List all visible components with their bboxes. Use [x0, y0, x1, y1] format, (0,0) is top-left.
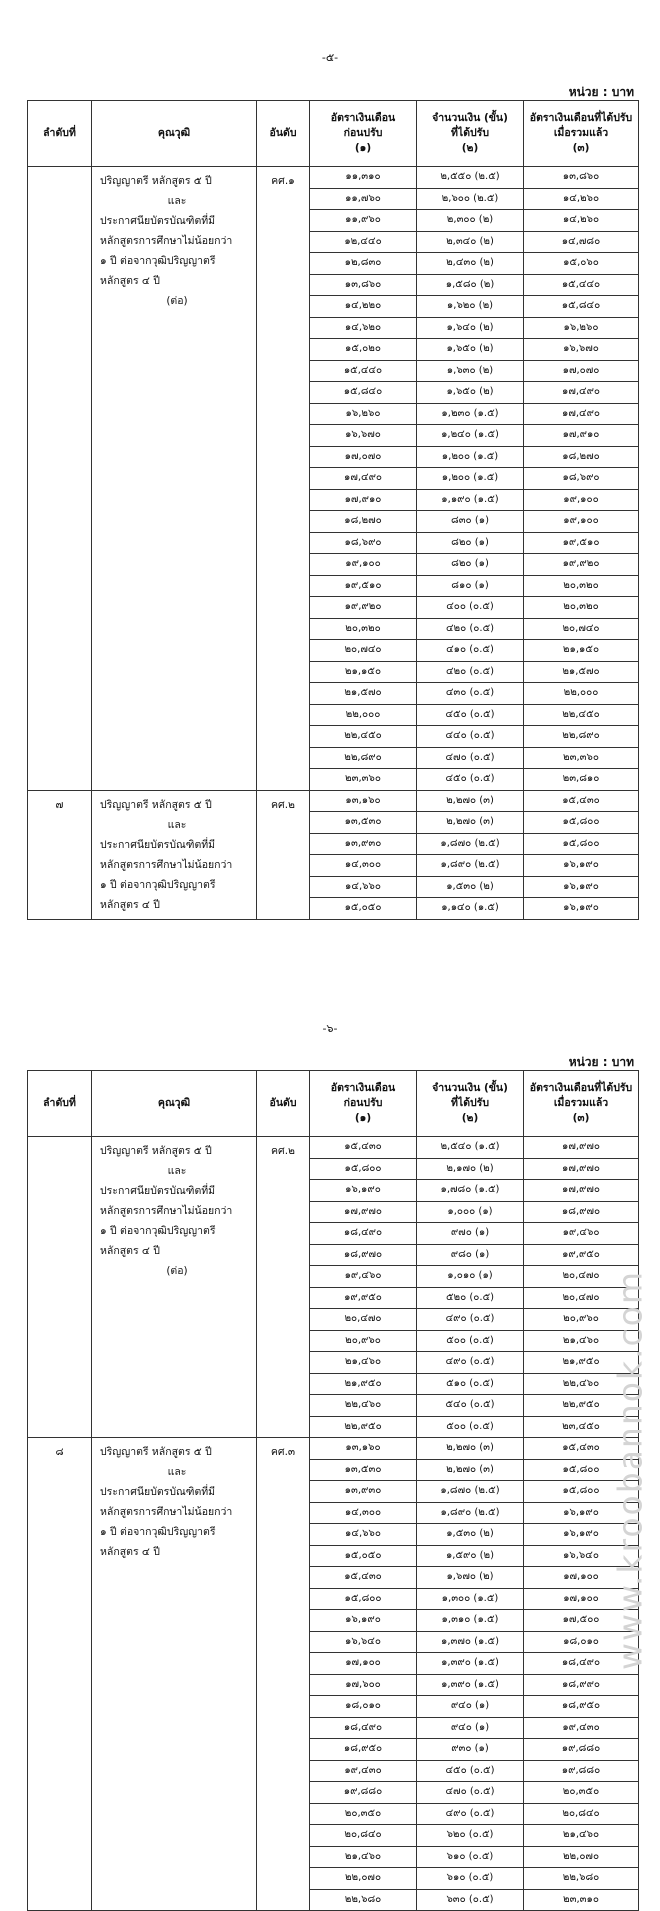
adjust-amount-cell: ๕๑๐ (๐.๕): [417, 1373, 524, 1395]
salary-after-cell: ๒๒,๐๗๐: [524, 1846, 639, 1868]
salary-after-cell: ๑๔,๒๖๐: [524, 210, 639, 232]
salary-after-cell: ๑๖,๑๙๐: [524, 898, 639, 920]
salary-before-cell: ๑๙,๙๕๐: [310, 1287, 417, 1309]
adjust-amount-cell: ๒,๒๗๐ (๓): [417, 790, 524, 812]
adjust-amount-cell: ๑,๓๙๐ (๑.๕): [417, 1674, 524, 1696]
qualification-cell: [92, 167, 257, 791]
adjust-amount-cell: ๑,๘๗๐ (๒.๕): [417, 833, 524, 855]
header-salary-after: อัตราเงินเดือนที่ได้ปรับ เมื่อรวมแล้ว (๓): [524, 1071, 639, 1137]
salary-after-cell: ๑๗,๙๗๐: [524, 1180, 639, 1202]
adjust-amount-cell: ๑,๓๗๐ (๑.๕): [417, 1631, 524, 1653]
adjust-amount-cell: ๕๒๐ (๐.๕): [417, 1287, 524, 1309]
salary-after-cell: ๒๑,๑๕๐: [524, 640, 639, 662]
adjust-amount-cell: ๔๐๐ (๐.๕): [417, 597, 524, 619]
page-number: -๖-: [322, 1022, 338, 1035]
adjust-amount-cell: ๙๗๐ (๑): [417, 1223, 524, 1245]
salary-after-cell: ๑๙,๑๐๐: [524, 511, 639, 533]
salary-after-cell: ๑๙,๑๐๐: [524, 489, 639, 511]
salary-before-cell: ๑๗,๖๐๐: [310, 1674, 417, 1696]
salary-before-cell: ๒๑,๔๖๐: [310, 1352, 417, 1374]
adjust-amount-cell: ๔๑๐ (๐.๕): [417, 640, 524, 662]
salary-before-cell: ๒๐,๓๕๐: [310, 1803, 417, 1825]
adjust-amount-cell: ๑,๘๗๐ (๒.๕): [417, 1481, 524, 1503]
adjust-amount-cell: ๑,๗๘๐ (๑.๕): [417, 1180, 524, 1202]
salary-before-cell: ๒๐,๗๔๐: [310, 640, 417, 662]
page-number: -๕-: [321, 51, 339, 64]
adjust-amount-cell: ๔๒๐ (๐.๕): [417, 661, 524, 683]
qualification-line: และ: [167, 1165, 187, 1177]
adjust-amount-cell: ๑,๒๓๐ (๑.๕): [417, 403, 524, 425]
section-8-kso3: [28, 1438, 639, 1911]
salary-before-cell: ๑๔,๖๒๐: [310, 317, 417, 339]
header-adjust-amount: จำนวนเงิน (ขั้น) ที่ได้ปรับ (๒): [417, 1071, 524, 1137]
salary-after-cell: ๑๙,๔๓๐: [524, 1717, 639, 1739]
salary-before-cell: ๒๐,๘๔๐: [310, 1825, 417, 1847]
salary-before-cell: ๑๘,๙๗๐: [310, 1244, 417, 1266]
adjust-amount-cell: ๑,๓๑๐ (๑.๕): [417, 1610, 524, 1632]
salary-before-cell: ๒๑,๔๖๐: [310, 1846, 417, 1868]
salary-before-cell: ๑๘,๖๙๐: [310, 532, 417, 554]
salary-after-cell: ๒๓,๓๖๐: [524, 747, 639, 769]
salary-after-cell: ๒๑,๔๖๐: [524, 1825, 639, 1847]
salary-after-cell: ๑๖,๑๙๐: [524, 1524, 639, 1546]
salary-before-cell: ๑๙,๑๐๐: [310, 554, 417, 576]
salary-after-cell: ๒๐,๓๒๐: [524, 597, 639, 619]
qualification-line: (ต่อ): [166, 295, 188, 307]
adjust-amount-cell: ๒,๓๐๐ (๒): [417, 210, 524, 232]
salary-before-cell: ๑๔,๖๖๐: [310, 876, 417, 898]
salary-before-cell: ๑๗,๐๗๐: [310, 446, 417, 468]
salary-after-cell: ๒๐,๙๖๐: [524, 1309, 639, 1331]
salary-before-cell: ๑๑,๓๑๐: [310, 167, 417, 189]
salary-before-cell: ๑๑,๙๖๐: [310, 210, 417, 232]
adjust-amount-cell: ๔๕๐ (๐.๕): [417, 704, 524, 726]
adjust-amount-cell: ๕๐๐ (๐.๕): [417, 1416, 524, 1438]
adjust-amount-cell: ๑,๕๓๐ (๒): [417, 876, 524, 898]
salary-before-cell: ๑๔,๓๐๐: [310, 1502, 417, 1524]
salary-before-cell: ๑๓,๕๓๐: [310, 1459, 417, 1481]
rank-cell: คศ.๒: [257, 790, 310, 919]
salary-after-cell: ๑๕,๔๔๐: [524, 274, 639, 296]
salary-before-cell: ๑๑,๗๖๐: [310, 188, 417, 210]
salary-after-cell: ๑๙,๙๒๐: [524, 554, 639, 576]
rank-cell: คศ.๓: [257, 1438, 310, 1911]
salary-before-cell: ๑๗,๙๑๐: [310, 489, 417, 511]
salary-before-cell: ๑๖,๑๙๐: [310, 1180, 417, 1202]
salary-before-cell: ๒๒,๐๐๐: [310, 704, 417, 726]
section-kso2-cont: [28, 1137, 639, 1438]
salary-before-cell: ๒๑,๙๕๐: [310, 1373, 417, 1395]
salary-before-cell: ๒๐,๙๖๐: [310, 1330, 417, 1352]
salary-before-cell: ๒๒,๔๖๐: [310, 1395, 417, 1417]
salary-after-cell: ๑๗,๐๗๐: [524, 360, 639, 382]
adjust-amount-cell: ๑,๖๒๐ (๒): [417, 296, 524, 318]
qualification-line: หลักสูตรการศึกษาไม่น้อยกว่า: [100, 858, 233, 871]
salary-before-cell: ๑๕,๔๓๐: [310, 1137, 417, 1159]
salary-before-cell: ๑๕,๘๐๐: [310, 1158, 417, 1180]
salary-after-cell: ๑๘,๒๗๐: [524, 446, 639, 468]
salary-after-cell: ๑๘,๖๙๐: [524, 468, 639, 490]
adjust-amount-cell: ๒,๓๔๐ (๒): [417, 231, 524, 253]
salary-before-cell: ๒๒,๘๙๐: [310, 747, 417, 769]
salary-before-cell: ๒๑,๕๗๐: [310, 683, 417, 705]
salary-after-cell: ๑๘,๐๑๐: [524, 1631, 639, 1653]
salary-after-cell: ๒๒,๔๕๐: [524, 704, 639, 726]
header-rank: อันดับ: [257, 1071, 310, 1137]
salary-after-cell: ๒๒,๔๖๐: [524, 1373, 639, 1395]
adjust-amount-cell: ๑,๑๔๐ (๑.๕): [417, 898, 524, 920]
salary-after-cell: ๑๕,๔๓๐: [524, 790, 639, 812]
adjust-amount-cell: ๙๓๐ (๑): [417, 1739, 524, 1761]
salary-before-cell: ๑๓,๘๖๐: [310, 274, 417, 296]
qualification-line: ประกาศนียบัตรบัณฑิตที่มี: [100, 1185, 216, 1197]
qualification-cell: [92, 790, 257, 919]
qualification-line: ปริญญาตรี หลักสูตร ๕ ปี: [100, 1446, 212, 1458]
adjust-amount-cell: ๒,๑๗๐ (๒): [417, 1158, 524, 1180]
salary-after-cell: ๒๑,๕๗๐: [524, 661, 639, 683]
header-adjust-amount: จำนวนเงิน (ขั้น) ที่ได้ปรับ (๒): [417, 101, 524, 167]
qualification-line: ประกาศนียบัตรบัณฑิตที่มี: [100, 215, 216, 227]
salary-before-cell: ๑๘,๐๑๐: [310, 1696, 417, 1718]
adjust-amount-cell: ๑,๕๘๐ (๒): [417, 274, 524, 296]
table-row: [28, 1438, 639, 1460]
adjust-amount-cell: ๑,๑๙๐ (๑.๕): [417, 489, 524, 511]
qualification-line: หลักสูตรการศึกษาไม่น้อยกว่า: [100, 235, 233, 247]
header-salary-before: อัตราเงินเดือน ก่อนปรับ (๑): [310, 1071, 417, 1137]
salary-after-cell: ๑๖,๑๙๐: [524, 1502, 639, 1524]
table-row: [28, 1137, 639, 1159]
adjust-amount-cell: ๑,๒๔๐ (๑.๕): [417, 425, 524, 447]
adjust-amount-cell: ๔๓๐ (๐.๕): [417, 683, 524, 705]
salary-after-cell: ๒๓,๔๕๐: [524, 1416, 639, 1438]
qualification-cell: [92, 1438, 257, 1911]
adjust-amount-cell: ๔๕๐ (๐.๕): [417, 769, 524, 791]
adjust-amount-cell: ๘๒๐ (๑): [417, 532, 524, 554]
watermark: www.kroobannok.com: [610, 1269, 650, 1671]
adjust-amount-cell: ๑,๘๙๐ (๒.๕): [417, 1502, 524, 1524]
salary-after-cell: ๑๕,๘๔๐: [524, 296, 639, 318]
salary-after-cell: ๒๐,๔๗๐: [524, 1287, 639, 1309]
salary-after-cell: ๒๒,๘๙๐: [524, 726, 639, 748]
qualification-line: ปริญญาตรี หลักสูตร ๕ ปี: [100, 1145, 212, 1157]
adjust-amount-cell: ๔๗๐ (๐.๕): [417, 1782, 524, 1804]
seq-cell: ๘: [28, 1438, 92, 1911]
salary-after-cell: ๑๕,๘๐๐: [524, 833, 639, 855]
header-qualification: คุณวุฒิ: [92, 1071, 257, 1137]
header-salary-before: อัตราเงินเดือน ก่อนปรับ (๑): [310, 101, 417, 167]
qualification-line: ๑ ปี ต่อจากวุฒิปริญญาตรี: [100, 1225, 216, 1237]
salary-after-cell: ๑๗,๙๑๐: [524, 425, 639, 447]
salary-after-cell: ๒๓,๘๑๐: [524, 769, 639, 791]
salary-after-cell: ๒๓,๓๑๐: [524, 1889, 639, 1911]
rank-cell: คศ.๑: [257, 167, 310, 791]
adjust-amount-cell: ๔๒๐ (๐.๕): [417, 618, 524, 640]
adjust-amount-cell: ๔๙๐ (๐.๕): [417, 1352, 524, 1374]
salary-after-cell: ๑๙,๔๖๐: [524, 1223, 639, 1245]
adjust-amount-cell: ๑,๐๐๐ (๑): [417, 1201, 524, 1223]
adjust-amount-cell: ๖๓๐ (๐.๕): [417, 1889, 524, 1911]
adjust-amount-cell: ๑,๐๑๐ (๑): [417, 1266, 524, 1288]
salary-after-cell: ๑๗,๙๗๐: [524, 1158, 639, 1180]
salary-before-cell: ๑๘,๔๙๐: [310, 1223, 417, 1245]
seq-cell: [28, 1137, 92, 1438]
unit-label: หน่วย : บาท: [568, 1055, 634, 1069]
adjust-amount-cell: ๑,๒๐๐ (๑.๕): [417, 468, 524, 490]
salary-before-cell: ๑๔,๒๒๐: [310, 296, 417, 318]
adjust-amount-cell: ๙๔๐ (๑): [417, 1717, 524, 1739]
adjust-amount-cell: ๒,๒๗๐ (๓): [417, 1459, 524, 1481]
qualification-line: ปริญญาตรี หลักสูตร ๕ ปี: [100, 175, 212, 187]
salary-before-cell: ๑๘,๔๙๐: [310, 1717, 417, 1739]
adjust-amount-cell: ๑,๓๐๐ (๑.๕): [417, 1588, 524, 1610]
adjust-amount-cell: ๖๒๐ (๐.๕): [417, 1825, 524, 1847]
qualification-line: หลักสูตร ๔ ปี: [100, 1546, 160, 1558]
qualification-line: หลักสูตร ๔ ปี: [100, 275, 160, 287]
qualification-line: ปริญญาตรี หลักสูตร ๕ ปี: [100, 798, 212, 811]
salary-after-cell: ๒๐,๓๒๐: [524, 575, 639, 597]
adjust-amount-cell: ๔๙๐ (๐.๕): [417, 1309, 524, 1331]
salary-after-cell: ๑๕,๘๐๐: [524, 812, 639, 834]
qualification-line: และ: [167, 195, 187, 207]
header-salary-after: อัตราเงินเดือนที่ได้ปรับ เมื่อรวมแล้ว (๓): [524, 101, 639, 167]
qualification-line: ๑ ปี ต่อจากวุฒิปริญญาตรี: [100, 1526, 216, 1538]
salary-before-cell: ๑๔,๓๐๐: [310, 855, 417, 877]
salary-after-cell: ๑๖,๑๙๐: [524, 876, 639, 898]
table-row: [28, 167, 639, 189]
seq-cell: ๗: [28, 790, 92, 919]
salary-after-cell: ๒๐,๘๔๐: [524, 1803, 639, 1825]
adjust-amount-cell: ๕๔๐ (๐.๕): [417, 1395, 524, 1417]
salary-after-cell: ๑๕,๔๓๐: [524, 1438, 639, 1460]
salary-before-cell: ๑๕,๔๔๐: [310, 360, 417, 382]
salary-before-cell: ๑๓,๑๖๐: [310, 1438, 417, 1460]
salary-before-cell: ๒๐,๔๗๐: [310, 1309, 417, 1331]
salary-after-cell: ๑๙,๙๕๐: [524, 1244, 639, 1266]
salary-after-cell: ๑๔,๗๘๐: [524, 231, 639, 253]
salary-before-cell: ๑๘,๙๕๐: [310, 1739, 417, 1761]
salary-after-cell: ๒๒,๐๐๐: [524, 683, 639, 705]
salary-after-cell: ๒๒,๙๕๐: [524, 1395, 639, 1417]
adjust-amount-cell: ๑,๖๕๐ (๒): [417, 382, 524, 404]
adjust-amount-cell: ๘๑๐ (๑): [417, 575, 524, 597]
salary-after-cell: ๑๗,๑๐๐: [524, 1567, 639, 1589]
salary-after-cell: ๑๗,๙๗๐: [524, 1137, 639, 1159]
salary-before-cell: ๑๖,๖๔๐: [310, 1631, 417, 1653]
salary-after-cell: ๒๐,๗๔๐: [524, 618, 639, 640]
salary-before-cell: ๒๒,๐๗๐: [310, 1868, 417, 1890]
qualification-line: หลักสูตรการศึกษาไม่น้อยกว่า: [100, 1205, 233, 1217]
salary-before-cell: ๑๓,๕๓๐: [310, 812, 417, 834]
salary-before-cell: ๒๒,๖๘๐: [310, 1889, 417, 1911]
salary-before-cell: ๑๕,๐๒๐: [310, 339, 417, 361]
header-seq: ลำดับที่: [28, 101, 92, 167]
adjust-amount-cell: ๕๐๐ (๐.๕): [417, 1330, 524, 1352]
salary-before-cell: ๑๘,๒๗๐: [310, 511, 417, 533]
salary-before-cell: ๑๙,๘๘๐: [310, 1782, 417, 1804]
salary-after-cell: ๑๗,๕๐๐: [524, 1610, 639, 1632]
adjust-amount-cell: ๒,๔๓๐ (๒): [417, 253, 524, 275]
adjust-amount-cell: ๔๔๐ (๐.๕): [417, 726, 524, 748]
salary-before-cell: ๒๑,๑๕๐: [310, 661, 417, 683]
seq-cell: [28, 167, 92, 791]
table-row: [28, 790, 639, 812]
salary-after-cell: ๑๙,๘๘๐: [524, 1739, 639, 1761]
salary-after-cell: ๑๕,๐๖๐: [524, 253, 639, 275]
salary-after-cell: ๑๗,๔๙๐: [524, 403, 639, 425]
salary-before-cell: ๑๕,๘๐๐: [310, 1588, 417, 1610]
header-seq: ลำดับที่: [28, 1071, 92, 1137]
salary-before-cell: ๑๓,๑๖๐: [310, 790, 417, 812]
salary-table: [27, 1070, 639, 1911]
adjust-amount-cell: ๔๙๐ (๐.๕): [417, 1803, 524, 1825]
salary-after-cell: ๒๐,๔๗๐: [524, 1266, 639, 1288]
salary-before-cell: ๑๖,๒๖๐: [310, 403, 417, 425]
salary-before-cell: ๑๒,๘๓๐: [310, 253, 417, 275]
adjust-amount-cell: ๑,๖๔๐ (๒): [417, 317, 524, 339]
adjust-amount-cell: ๒,๒๗๐ (๓): [417, 1438, 524, 1460]
adjust-amount-cell: ๑,๖๓๐ (๒): [417, 360, 524, 382]
salary-before-cell: ๑๒,๔๔๐: [310, 231, 417, 253]
qualification-line: ๑ ปี ต่อจากวุฒิปริญญาตรี: [100, 255, 216, 267]
salary-before-cell: ๑๔,๖๖๐: [310, 1524, 417, 1546]
adjust-amount-cell: ๘๒๐ (๑): [417, 554, 524, 576]
salary-after-cell: ๒๐,๓๕๐: [524, 1782, 639, 1804]
rank-cell: คศ.๒: [257, 1137, 310, 1438]
adjust-amount-cell: ๙๔๐ (๑): [417, 1696, 524, 1718]
salary-before-cell: ๒๓,๓๖๐: [310, 769, 417, 791]
adjust-amount-cell: ๘๓๐ (๑): [417, 511, 524, 533]
salary-after-cell: ๑๖,๖๔๐: [524, 1545, 639, 1567]
salary-before-cell: ๑๙,๕๑๐: [310, 575, 417, 597]
salary-before-cell: ๑๕,๔๓๐: [310, 1567, 417, 1589]
salary-after-cell: ๒๒,๖๘๐: [524, 1868, 639, 1890]
header-rank: อันดับ: [257, 101, 310, 167]
adjust-amount-cell: ๔๗๐ (๐.๕): [417, 747, 524, 769]
adjust-amount-cell: ๖๑๐ (๐.๕): [417, 1846, 524, 1868]
adjust-amount-cell: ๙๘๐ (๑): [417, 1244, 524, 1266]
salary-before-cell: ๒๒,๙๕๐: [310, 1416, 417, 1438]
adjust-amount-cell: ๑,๕๓๐ (๒): [417, 1524, 524, 1546]
adjust-amount-cell: ๔๕๐ (๐.๕): [417, 1760, 524, 1782]
qualification-line: หลักสูตร ๔ ปี: [100, 1245, 160, 1257]
adjust-amount-cell: ๒,๖๐๐ (๒.๕): [417, 188, 524, 210]
qualification-line: ประกาศนียบัตรบัณฑิตที่มี: [100, 1486, 216, 1498]
qualification-line: ประกาศนียบัตรบัณฑิตที่มี: [100, 838, 216, 851]
adjust-amount-cell: ๖๑๐ (๐.๕): [417, 1868, 524, 1890]
qualification-line: และ: [167, 818, 187, 831]
salary-after-cell: ๑๕,๘๐๐: [524, 1459, 639, 1481]
adjust-amount-cell: ๒,๕๔๐ (๑.๕): [417, 1137, 524, 1159]
adjust-amount-cell: ๑,๕๙๐ (๒): [417, 1545, 524, 1567]
salary-after-cell: ๑๘,๙๙๐: [524, 1674, 639, 1696]
salary-after-cell: ๑๖,๖๗๐: [524, 339, 639, 361]
section-kso1: [28, 167, 639, 791]
salary-before-cell: ๑๗,๙๗๐: [310, 1201, 417, 1223]
salary-before-cell: ๑๓,๙๓๐: [310, 833, 417, 855]
salary-after-cell: ๑๙,๘๘๐: [524, 1760, 639, 1782]
salary-before-cell: ๒๐,๓๒๐: [310, 618, 417, 640]
salary-after-cell: ๑๗,๔๙๐: [524, 382, 639, 404]
salary-before-cell: ๑๖,๖๗๐: [310, 425, 417, 447]
salary-after-cell: ๑๘,๔๙๐: [524, 1653, 639, 1675]
salary-after-cell: ๑๖,๑๙๐: [524, 855, 639, 877]
salary-before-cell: ๑๙,๔๓๐: [310, 1760, 417, 1782]
section-7-kso2: [28, 790, 639, 919]
salary-after-cell: ๑๘,๙๕๐: [524, 1696, 639, 1718]
unit-label: หน่วย : บาท: [568, 85, 634, 99]
adjust-amount-cell: ๑,๘๙๐ (๒.๕): [417, 855, 524, 877]
salary-after-cell: ๑๘,๙๗๐: [524, 1201, 639, 1223]
salary-before-cell: ๑๕,๘๔๐: [310, 382, 417, 404]
adjust-amount-cell: ๑,๒๐๐ (๑.๕): [417, 446, 524, 468]
salary-before-cell: ๑๕,๐๕๐: [310, 1545, 417, 1567]
salary-table: [27, 100, 639, 920]
salary-before-cell: ๑๓,๙๓๐: [310, 1481, 417, 1503]
salary-after-cell: ๒๑,๔๖๐: [524, 1330, 639, 1352]
qualification-cell: [92, 1137, 257, 1438]
salary-before-cell: ๑๗,๑๐๐: [310, 1653, 417, 1675]
adjust-amount-cell: ๑,๖๗๐ (๒): [417, 1567, 524, 1589]
salary-after-cell: ๑๔,๒๖๐: [524, 188, 639, 210]
salary-before-cell: ๑๙,๔๖๐: [310, 1266, 417, 1288]
adjust-amount-cell: ๒,๕๕๐ (๒.๕): [417, 167, 524, 189]
salary-after-cell: ๑๓,๘๖๐: [524, 167, 639, 189]
adjust-amount-cell: ๒,๒๗๐ (๓): [417, 812, 524, 834]
qualification-line: ๑ ปี ต่อจากวุฒิปริญญาตรี: [100, 878, 216, 891]
qualification-line: หลักสูตรการศึกษาไม่น้อยกว่า: [100, 1506, 233, 1518]
qualification-line: หลักสูตร ๔ ปี: [100, 898, 160, 911]
header-qualification: คุณวุฒิ: [92, 101, 257, 167]
adjust-amount-cell: ๑,๓๙๐ (๑.๕): [417, 1653, 524, 1675]
adjust-amount-cell: ๑,๖๕๐ (๒): [417, 339, 524, 361]
salary-after-cell: ๑๖,๒๖๐: [524, 317, 639, 339]
salary-before-cell: ๒๒,๔๕๐: [310, 726, 417, 748]
salary-before-cell: ๑๖,๑๙๐: [310, 1610, 417, 1632]
salary-before-cell: ๑๕,๐๕๐: [310, 898, 417, 920]
salary-after-cell: ๑๗,๑๐๐: [524, 1588, 639, 1610]
salary-before-cell: ๑๗,๔๙๐: [310, 468, 417, 490]
qualification-line: และ: [167, 1466, 187, 1478]
salary-after-cell: ๒๑,๙๕๐: [524, 1352, 639, 1374]
salary-before-cell: ๑๙,๙๒๐: [310, 597, 417, 619]
qualification-line: (ต่อ): [166, 1265, 188, 1277]
salary-after-cell: ๑๕,๘๐๐: [524, 1481, 639, 1503]
salary-after-cell: ๑๙,๕๑๐: [524, 532, 639, 554]
